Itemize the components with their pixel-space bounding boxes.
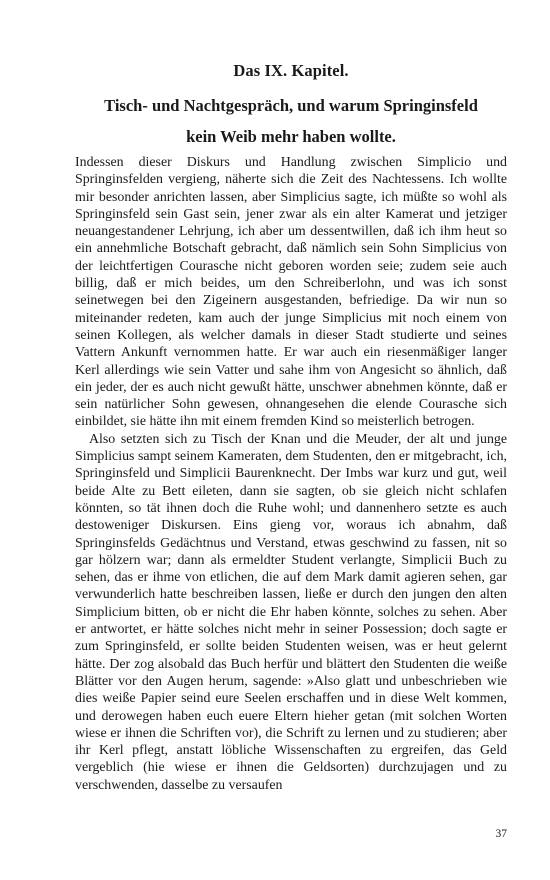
- chapter-number-title: Das IX. Kapitel.: [233, 61, 349, 80]
- book-page: [75, 56, 507, 856]
- paragraph: Indessen dieser Diskurs und Handlung zwischen Simplicio und Springinsfelden vergieng, näherte sich die Zeit des Nachtessens. Ich wollte mir besonder anrichten lassen, aber Simplicius sagte, ich müßte so wohl als Springinsfeld sein Gast sein, jener zwar als ein alter Kamerat und jetziger neuangestandener Lehrjung, ich aber um dessentwillen, daß ich ihm heut so ein annehmliche Botschaft gebracht, daß nämlich sein Sohn Simplicius von der leichtfertigen Courasche nicht geboren worden seie; zudem seie auch billig, daß er mich beides, um den Schreiberlohn, und was ich sonst seinetwegen bei den Zigeinern ausgestanden, befriedige. Da wir nun so miteinander redeten, kam auch der junge Simplicius mit noch einem von seinen Kollegen, als welcher damals in dieser Stadt studierte und seines Vattern Ankunft vernommen hatte. Er war auch ein riesenmäßiger langer Kerl allerdings wie sein Vatter und sahe ihm von Angesicht so ähnlich, daß ein jeder, der es auch nicht gewußt hätte, unschwer abnehmen könnte, daß er sein natürlicher Sohn gewesen, ohnangesehen die elende Courasche sich einbildet, sie hätte ihn mit einem fremden Kind so meisterlich betrogen.: [75, 155, 507, 430]
- body-text: [75, 154, 507, 794]
- chapter-heading: [75, 90, 507, 152]
- page-number: 37: [495, 828, 507, 840]
- chapter-heading-line-1: Tisch- und Nachtgespräch, und warum Springinsfeld: [104, 96, 478, 115]
- chapter-heading-line-2: kein Weib mehr haben wollte.: [186, 127, 396, 146]
- paragraph: Also setzten sich zu Tisch der Knan und die Meuder, der alt und junge Simplicius sampt seinem Kameraten, dem Studenten, den er mitgebracht, ich, Springinsfeld und Simplicii Baurenknecht. Der Imbs war kurz und gut, weil beide Alte zu Bett eileten, dann sie sagten, ob sie gleich nicht schlafen könnten, so tät ihnen doch die Ruhe wohl; und dannenhero setzte es auch destoweniger Diskursen. Eins gieng vor, woraus ich abnahm, daß Springinsfelds Gedächtnus und Verstand, etwas geschwind zu fassen, nit so gar hölzern war; dann als ermeldter Student verlangte, Simplicii Buch zu sehen, das er ihme von etlichen, die auf dem Mark damit agieren sehen, gar verwunderlich hatte beschreiben lassen, ließe er durch den jungen den alten Simplicium bitten, ob er nicht die Ehr haben könnte, solches zu sehen. Aber er antwortet, er hätte solches nicht mehr in seiner Possession; doch sagte er zum Springinsfeld, er sollte beiden Studenten weisen, was er heut gelernt hätte. Der zog alsobald das Buch herfür und blättert den Studenten die weiße Blätter vor den Augen herum, sagende: »Also glatt und unbeschrieben wie dies weiße Papier seind eure Seelen erschaffen und in diese Welt kommen, und derowegen haben euch euere Eltern hieher getan (mit solchen Worten wiese er ihnen die Schriften vor), die Schrift zu lernen und zu studieren; aber ihr Kerl pflegt, anstatt löbliche Wissenschaften zu ergreifen, das Geld vergeblich (hie wiese er ihnen die Geldsorten) durchzujagen und zu verschwenden, dasselbe zu versaufen: [75, 431, 507, 793]
